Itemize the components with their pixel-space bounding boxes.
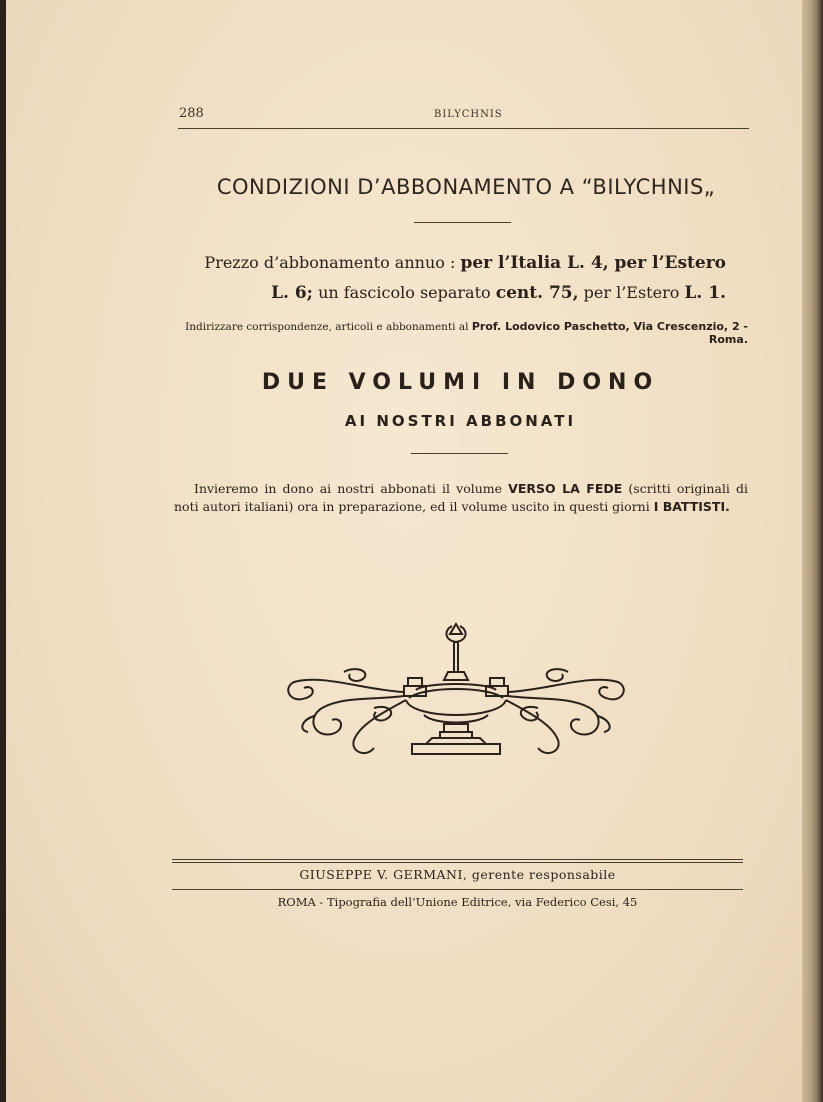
page-number: 288 bbox=[179, 106, 204, 121]
page-title: CONDIZIONI D’ABBONAMENTO A “BILYCHNIS„ bbox=[216, 175, 716, 199]
colophon-rule-mid bbox=[172, 889, 743, 890]
gift-divider bbox=[411, 453, 508, 454]
title-divider bbox=[414, 222, 511, 223]
colophon-rule-top-2 bbox=[172, 862, 743, 863]
price-line-2 bbox=[156, 283, 726, 303]
gift-volume-2: I BATTISTI. bbox=[653, 499, 730, 514]
price-label: Prezzo d’abbonamento annuo : bbox=[204, 253, 456, 272]
address-text: Indirizzare corrispondenze, articoli e abbonamenti al bbox=[185, 321, 469, 333]
gift-subheading: AI NOSTRI ABBONATI bbox=[344, 412, 577, 430]
price-foreign: L. 6; bbox=[271, 283, 313, 303]
price-italy-foreign: per l’Italia L. 4, per l’Estero bbox=[460, 253, 726, 273]
address-line bbox=[156, 320, 748, 346]
page bbox=[6, 0, 804, 1102]
running-title: BILYCHNIS bbox=[434, 109, 503, 120]
price-issue-foreign: L. 1. bbox=[684, 283, 726, 303]
price-line-1 bbox=[156, 253, 726, 273]
colophon-manager: GIUSEPPE V. GERMANI, gerente responsabile bbox=[299, 867, 616, 882]
oil-lamp-icon bbox=[284, 620, 639, 765]
gift-volume-1: VERSO LA FEDE bbox=[508, 481, 623, 496]
address-recipient: Prof. Lodovico Paschetto, Via Crescenzio, 2 - Roma. bbox=[471, 320, 748, 346]
gift-text-1: Invieremo in dono ai nostri abbonati il volume bbox=[194, 481, 503, 496]
gift-paragraph bbox=[174, 480, 748, 516]
gift-text-2: (scritti originali di noti autori italiani) ora in preparazione, ed il volume uscito in questi giorni bbox=[174, 481, 748, 514]
header-rule bbox=[178, 128, 749, 129]
price-issue: cent. 75, bbox=[495, 283, 579, 303]
colophon-printer: ROMA - Tipografia dell’Unione Editrice, via Federico Cesi, 45 bbox=[277, 895, 638, 909]
page-edge bbox=[802, 0, 823, 1102]
price-text-issue: un fascicolo separato bbox=[318, 283, 491, 302]
price-text-foreign: per l’Estero bbox=[583, 283, 680, 302]
gift-heading: DUE VOLUMI IN DONO bbox=[261, 370, 660, 395]
colophon-rule-top bbox=[172, 859, 743, 860]
